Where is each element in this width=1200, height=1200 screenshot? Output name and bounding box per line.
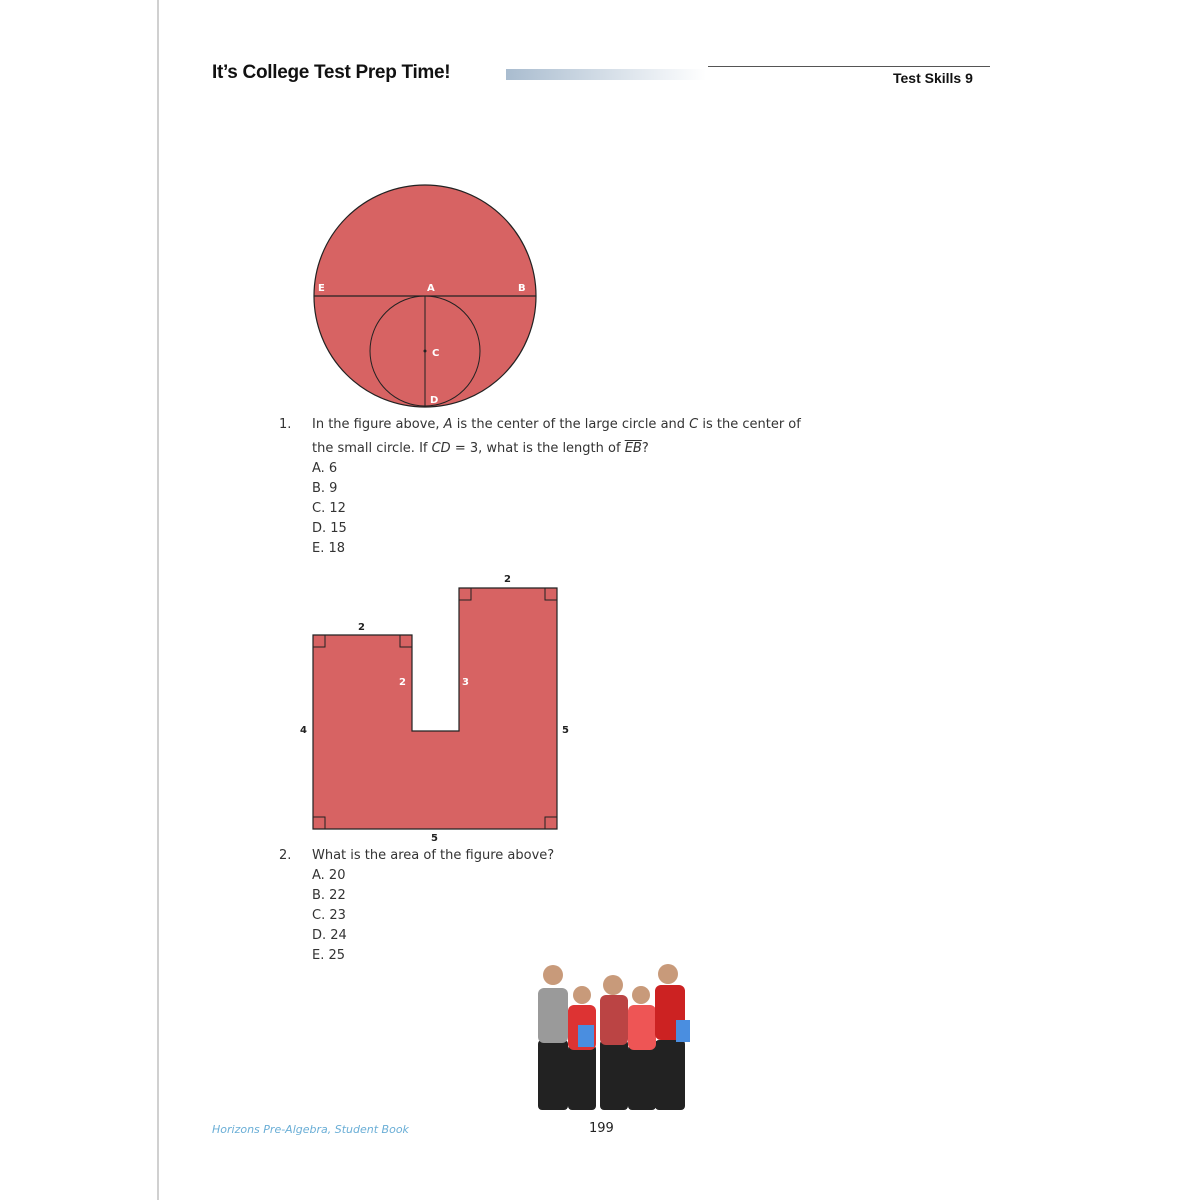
label-right: 5 — [562, 725, 569, 736]
question-text: What is the area of the figure above? — [312, 848, 555, 863]
text: = 3, what is the length of — [450, 441, 625, 456]
choice: E. 25 — [312, 948, 346, 963]
label-inner-right: 3 — [462, 677, 469, 688]
choice: E. 18 — [312, 541, 346, 556]
var-c: C — [689, 417, 699, 432]
choice: C. 12 — [312, 501, 346, 516]
page-number: 199 — [589, 1121, 614, 1136]
u-shape — [313, 588, 557, 829]
choice: A. 20 — [312, 868, 346, 883]
text: is the center of — [698, 417, 801, 432]
segment-eb: $\overline{EB}$ — [624, 441, 642, 456]
label-top-left: 2 — [358, 622, 365, 633]
u-shape-figure — [300, 574, 569, 844]
text: In the figure above, — [312, 417, 444, 432]
label-b: B — [518, 283, 526, 294]
choice: C. 23 — [312, 908, 346, 923]
label-inner-left: 2 — [399, 677, 406, 688]
label-top-right: 2 — [504, 574, 511, 585]
var-a: A — [443, 417, 453, 432]
question-1 — [279, 415, 952, 559]
section-label: Test Skills 9 — [893, 70, 973, 86]
choice: A. 6 — [312, 461, 338, 476]
label-e: E — [318, 283, 325, 294]
text: ? — [641, 441, 649, 456]
question-text — [312, 415, 952, 435]
label-c: C — [432, 348, 440, 359]
text: is the center of the large circle and — [452, 417, 690, 432]
question-number: 2. — [279, 848, 292, 863]
question-2 — [279, 846, 952, 966]
choice: D. 15 — [312, 521, 347, 536]
choice: B. 22 — [312, 888, 346, 903]
label-bottom: 5 — [431, 833, 438, 844]
question-text — [312, 439, 952, 459]
students-photo — [538, 964, 690, 1110]
center-c-point — [424, 350, 427, 353]
footer-book-title: Horizons Pre-Algebra, Student Book — [212, 1123, 409, 1136]
var-cd: CD — [431, 441, 451, 456]
question-number: 1. — [279, 417, 292, 432]
page-title: It’s College Test Prep Time! — [212, 62, 451, 83]
text: the small circle. If — [312, 441, 432, 456]
label-a: A — [427, 283, 435, 294]
label-d: D — [430, 395, 439, 406]
choice: D. 24 — [312, 928, 347, 943]
label-left: 4 — [300, 725, 307, 736]
choice: B. 9 — [312, 481, 338, 496]
circle-figure — [314, 185, 536, 407]
